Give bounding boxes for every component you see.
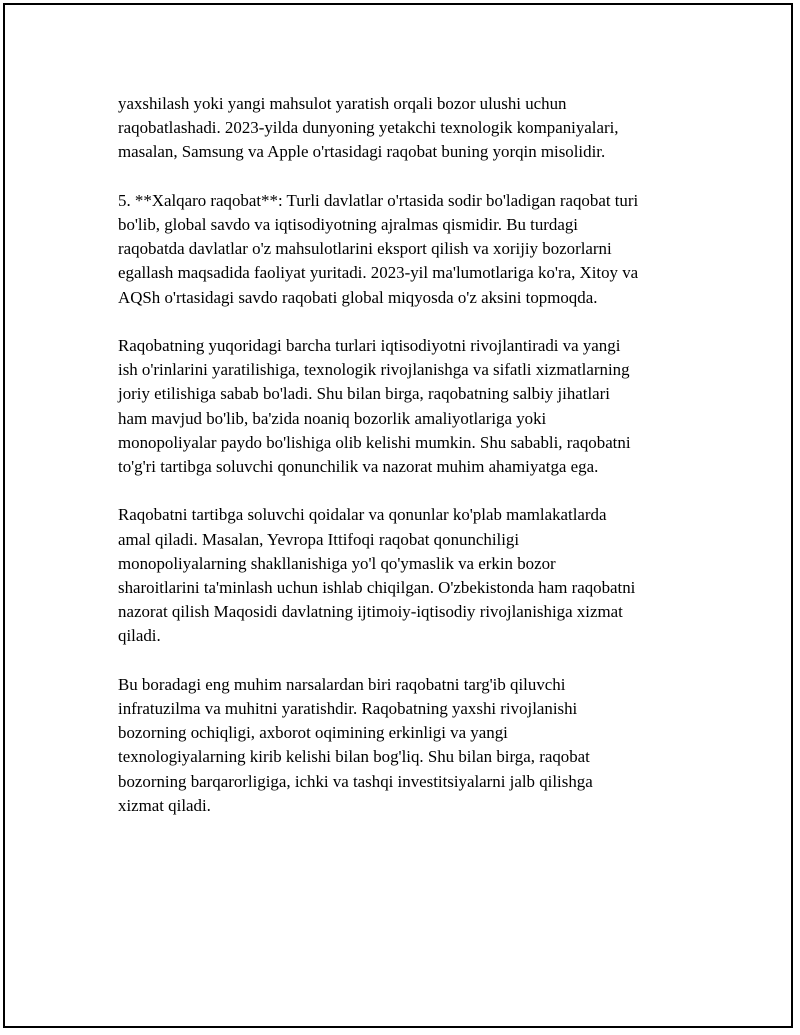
paragraph-5: Bu boradagi eng muhim narsalardan biri raqobatni targ'ib qiluvchi infratuzilma va muhitni yaratishdir. Raqobatning yaxshi rivojlanishi bozorning ochiqligi, axborot oqimining erkinligi va yangi texnologiyalarning kirib kelishi bilan bog'liq. Shu bilan birga, raqobat bozorning barqarorligiga, ichki va tashqi investitsiyalarni jalb qilishga xizmat qiladi. <box>118 674 593 815</box>
paragraph-2-international-competition: 5. **Xalqaro raqobat**: Turli davlatlar o'rtasida sodir bo'ladigan raqobat turi bo'lib, global savdo va iqtisodiyotning ajralmas qismidir. Bu turdagi raqobatda davlatlar o'z mahsulotlarini eksport qilish va xorijiy bozorlarni egallash maqsadida faoliyat yuritadi. 2023-yil ma'lumotlariga ko'ra, Xitoy va AQSh o'rtasidagi savdo raqobati global miqyosda o'z aksini topmoqda. <box>118 190 639 307</box>
paragraph-1: yaxshilash yoki yangi mahsulot yaratish orqali bozor ulushi uchun raqobatlashadi. 2023-yilda dunyoning yetakchi texnologik kompaniyalari, masalan, Samsung va Apple o'rtasidagi raqobat buning yorqin misolidir. <box>118 94 619 162</box>
paragraph-4: Raqobatni tartibga soluvchi qoidalar va qonunlar ko'plab mamlakatlarda amal qiladi. Masalan, Yevropa Ittifoqi raqobat qonunchiligi monopoliyalarning shakllanishiga yo'l qo'ymaslik va erkin bozor sharoitlarini ta'minlash uchun ishlab chiqilgan. O'zbekistonda ham raqobatni nazorat qilish Maqosidi davlatning ijtimoiy-iqtisodiy rivojlanishiga xizmat qiladi. <box>118 505 636 646</box>
document-body <box>118 92 698 842</box>
paragraph-3: Raqobatning yuqoridagi barcha turlari iqtisodiyotni rivojlantiradi va yangi ish o'rinlarini yaratilishiga, texnologik rivojlanishga va sifatli xizmatlarning joriy etilishiga sabab bo'ladi. Shu bilan birga, raqobatning salbiy jihatlari ham mavjud bo'lib, ba'zida noaniq bozorlik amaliyotlariga yoki monopoliyalar paydo bo'lishiga olib kelishi mumkin. Shu sababli, raqobatni to'g'ri tartibga soluvchi qonunchilik va nazorat muhim ahamiyatga ega. <box>118 336 631 477</box>
